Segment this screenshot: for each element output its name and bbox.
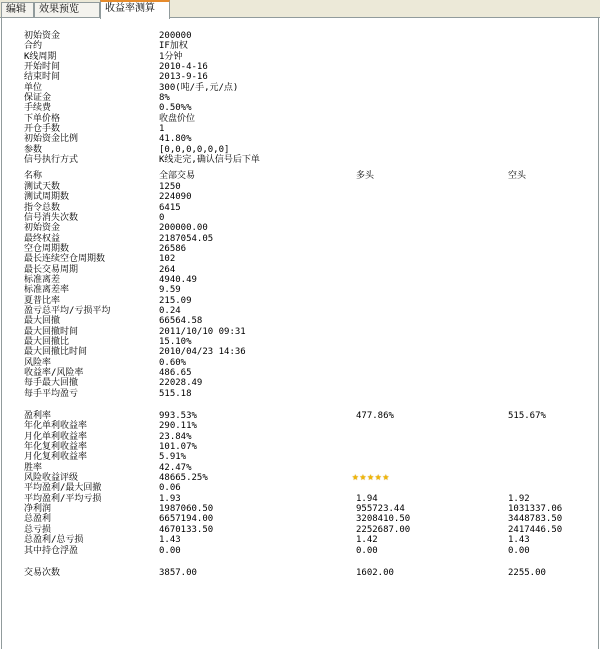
tab-return-calc[interactable]: 收益率测算 bbox=[100, 0, 170, 19]
row-label: 测试周期数 bbox=[24, 192, 70, 203]
row-value: 0.06 bbox=[159, 483, 181, 494]
row-value: 41.80% bbox=[159, 134, 192, 145]
row-label: 每手最大回撤 bbox=[24, 378, 79, 389]
row-value: 48665.25% bbox=[159, 473, 208, 484]
row-value: 264 bbox=[159, 264, 176, 275]
row-value: 42.47% bbox=[159, 462, 192, 473]
row-label: 标准离差 bbox=[24, 274, 61, 285]
row-label: 信号消失次数 bbox=[24, 212, 79, 223]
row-label: 合约 bbox=[24, 41, 43, 52]
row-value: 1 bbox=[159, 124, 165, 135]
row-value: 8% bbox=[159, 93, 170, 104]
row-value: 15.10% bbox=[159, 336, 192, 347]
row-label: 最大回撤比 bbox=[24, 336, 70, 347]
row-label: 夏普比率 bbox=[24, 295, 61, 306]
row-value: 1.42 bbox=[356, 535, 378, 546]
row-value: 2187054.05 bbox=[159, 233, 214, 244]
row-value: 200000.00 bbox=[159, 223, 208, 234]
row-label: 单位 bbox=[24, 82, 43, 93]
column-header: 空头 bbox=[508, 171, 527, 182]
row-value: 4940.49 bbox=[159, 274, 197, 285]
row-label: 总亏损 bbox=[24, 524, 52, 535]
row-value: 0.50%% bbox=[159, 103, 192, 114]
row-value: 5.91% bbox=[159, 452, 187, 463]
row-label: 最大回撤 bbox=[24, 316, 61, 327]
row-label: 年化复利收益率 bbox=[24, 442, 88, 453]
row-label: 交易次数 bbox=[24, 567, 61, 578]
row-label: 开仓手数 bbox=[24, 124, 61, 135]
row-value: 66564.58 bbox=[159, 316, 203, 327]
tab-bar bbox=[0, 0, 600, 18]
row-label: 指令总数 bbox=[24, 202, 61, 213]
row-label: 总盈利/总亏损 bbox=[24, 535, 84, 546]
row-label: 空仓周期数 bbox=[24, 243, 70, 254]
row-label: 平均盈利/平均亏损 bbox=[24, 493, 102, 504]
row-label: 最大回撤时间 bbox=[24, 326, 79, 337]
row-value: 486.65 bbox=[159, 368, 192, 378]
row-label: 参数 bbox=[24, 144, 43, 155]
row-label: 月化单利收益率 bbox=[24, 431, 88, 442]
row-label: 风险率 bbox=[24, 357, 52, 368]
row-label: 初始资金比例 bbox=[24, 134, 79, 145]
row-value: 224090 bbox=[159, 192, 192, 203]
row-value: 4670133.50 bbox=[159, 524, 214, 535]
rating-stars bbox=[352, 472, 390, 483]
row-value: 0.00 bbox=[356, 545, 378, 556]
row-value: 1987060.50 bbox=[159, 504, 214, 515]
column-header: 名称 bbox=[24, 171, 43, 182]
row-label: 初始资金 bbox=[24, 223, 61, 234]
row-value: 1031337.06 bbox=[508, 504, 563, 515]
row-value: 477.86% bbox=[356, 411, 394, 422]
row-value: 993.53% bbox=[159, 411, 197, 422]
row-label: 最长连续空仓周期数 bbox=[24, 254, 106, 265]
tab-preview[interactable]: 效果预览 bbox=[34, 2, 100, 17]
row-value: 0.00 bbox=[508, 545, 530, 556]
row-label: 开始时间 bbox=[24, 62, 61, 73]
row-value: 3208410.50 bbox=[356, 514, 411, 525]
row-value: 1.43 bbox=[159, 535, 181, 546]
row-value: 1分钟 bbox=[159, 51, 183, 62]
row-value: 26586 bbox=[159, 243, 187, 254]
row-value: 2010-4-16 bbox=[159, 62, 208, 73]
row-label: 风险收益评级 bbox=[24, 473, 79, 484]
row-label: 标准离差率 bbox=[24, 285, 70, 296]
row-label: 平均盈利/最大回撤 bbox=[24, 483, 102, 494]
row-label: 最终权益 bbox=[24, 233, 61, 244]
tab-edit[interactable]: 编辑 bbox=[1, 2, 34, 17]
row-label: K线周期 bbox=[24, 51, 57, 62]
row-value: 收盘价位 bbox=[159, 113, 196, 124]
column-header: 多头 bbox=[356, 171, 375, 182]
row-value: 2255.00 bbox=[508, 567, 546, 578]
row-label: 初始资金 bbox=[24, 31, 61, 41]
row-label: 信号执行方式 bbox=[24, 155, 79, 166]
column-header: 全部交易 bbox=[159, 171, 196, 182]
row-value: 215.09 bbox=[159, 295, 192, 306]
row-label: 最大回撤比时间 bbox=[24, 347, 88, 358]
report-panel bbox=[1, 18, 599, 649]
row-value: 102 bbox=[159, 254, 176, 265]
row-label: 下单价格 bbox=[24, 113, 61, 124]
row-value: 2010/04/23 14:36 bbox=[159, 347, 246, 358]
row-label: 保证金 bbox=[24, 93, 52, 104]
row-value: 2252687.00 bbox=[356, 524, 411, 535]
row-value: 6657194.00 bbox=[159, 514, 214, 525]
row-value: 515.67% bbox=[508, 411, 546, 422]
row-value: 200000 bbox=[159, 31, 192, 41]
row-label: 手续费 bbox=[24, 103, 52, 114]
row-label: 测试天数 bbox=[24, 181, 61, 192]
row-label: 月化复利收益率 bbox=[24, 452, 88, 463]
row-value: 955723.44 bbox=[356, 504, 405, 515]
row-label: 结束时间 bbox=[24, 72, 61, 83]
row-value: 1.93 bbox=[159, 493, 181, 504]
star-icon: ★ bbox=[367, 470, 374, 484]
row-value: 1.92 bbox=[508, 493, 530, 504]
row-value: 0.00 bbox=[159, 545, 181, 556]
row-value: 2011/10/10 09:31 bbox=[159, 326, 246, 337]
row-value: 1602.00 bbox=[356, 567, 394, 578]
star-icon: ★ bbox=[374, 470, 382, 484]
row-value: 1.43 bbox=[508, 535, 530, 546]
star-icon: ★ bbox=[352, 470, 359, 484]
row-value: 101.07% bbox=[159, 442, 197, 453]
row-label: 盈利率 bbox=[24, 411, 52, 422]
row-value: 0.60% bbox=[159, 357, 187, 368]
row-value: 9.59 bbox=[159, 285, 181, 296]
row-value: 3857.00 bbox=[159, 567, 197, 578]
row-label: 胜率 bbox=[24, 462, 43, 473]
row-value: 515.18 bbox=[159, 388, 192, 399]
row-value: K线走完,确认信号后下单 bbox=[159, 155, 260, 166]
row-value: 23.84% bbox=[159, 431, 192, 442]
row-value: [0,0,0,0,0,0] bbox=[159, 144, 230, 155]
row-value: 2013-9-16 bbox=[159, 72, 208, 83]
row-label: 盈亏总平均/亏损平均 bbox=[24, 305, 111, 316]
row-value: 0.24 bbox=[159, 305, 181, 316]
row-label: 净利润 bbox=[24, 504, 52, 515]
row-label: 收益率/风险率 bbox=[24, 368, 84, 378]
row-value: 0 bbox=[159, 212, 165, 223]
star-icon: ★ bbox=[382, 470, 390, 484]
row-label: 最长交易周期 bbox=[24, 264, 79, 275]
row-value: 22028.49 bbox=[159, 378, 203, 389]
star-icon: ★ bbox=[359, 470, 367, 484]
row-value: 6415 bbox=[159, 202, 181, 213]
row-label: 年化单利收益率 bbox=[24, 421, 88, 432]
row-label: 其中持仓浮盈 bbox=[24, 545, 79, 556]
row-label: 总盈利 bbox=[24, 514, 52, 525]
row-value: 290.11% bbox=[159, 421, 197, 432]
row-label: 每手平均盈亏 bbox=[24, 388, 79, 399]
row-value: 300(吨/手,元/点) bbox=[159, 82, 239, 93]
row-value: 3448783.50 bbox=[508, 514, 563, 525]
row-value: IF加权 bbox=[159, 41, 188, 52]
row-value: 1250 bbox=[159, 181, 181, 192]
row-value: 1.94 bbox=[356, 493, 378, 504]
row-value: 2417446.50 bbox=[508, 524, 563, 535]
